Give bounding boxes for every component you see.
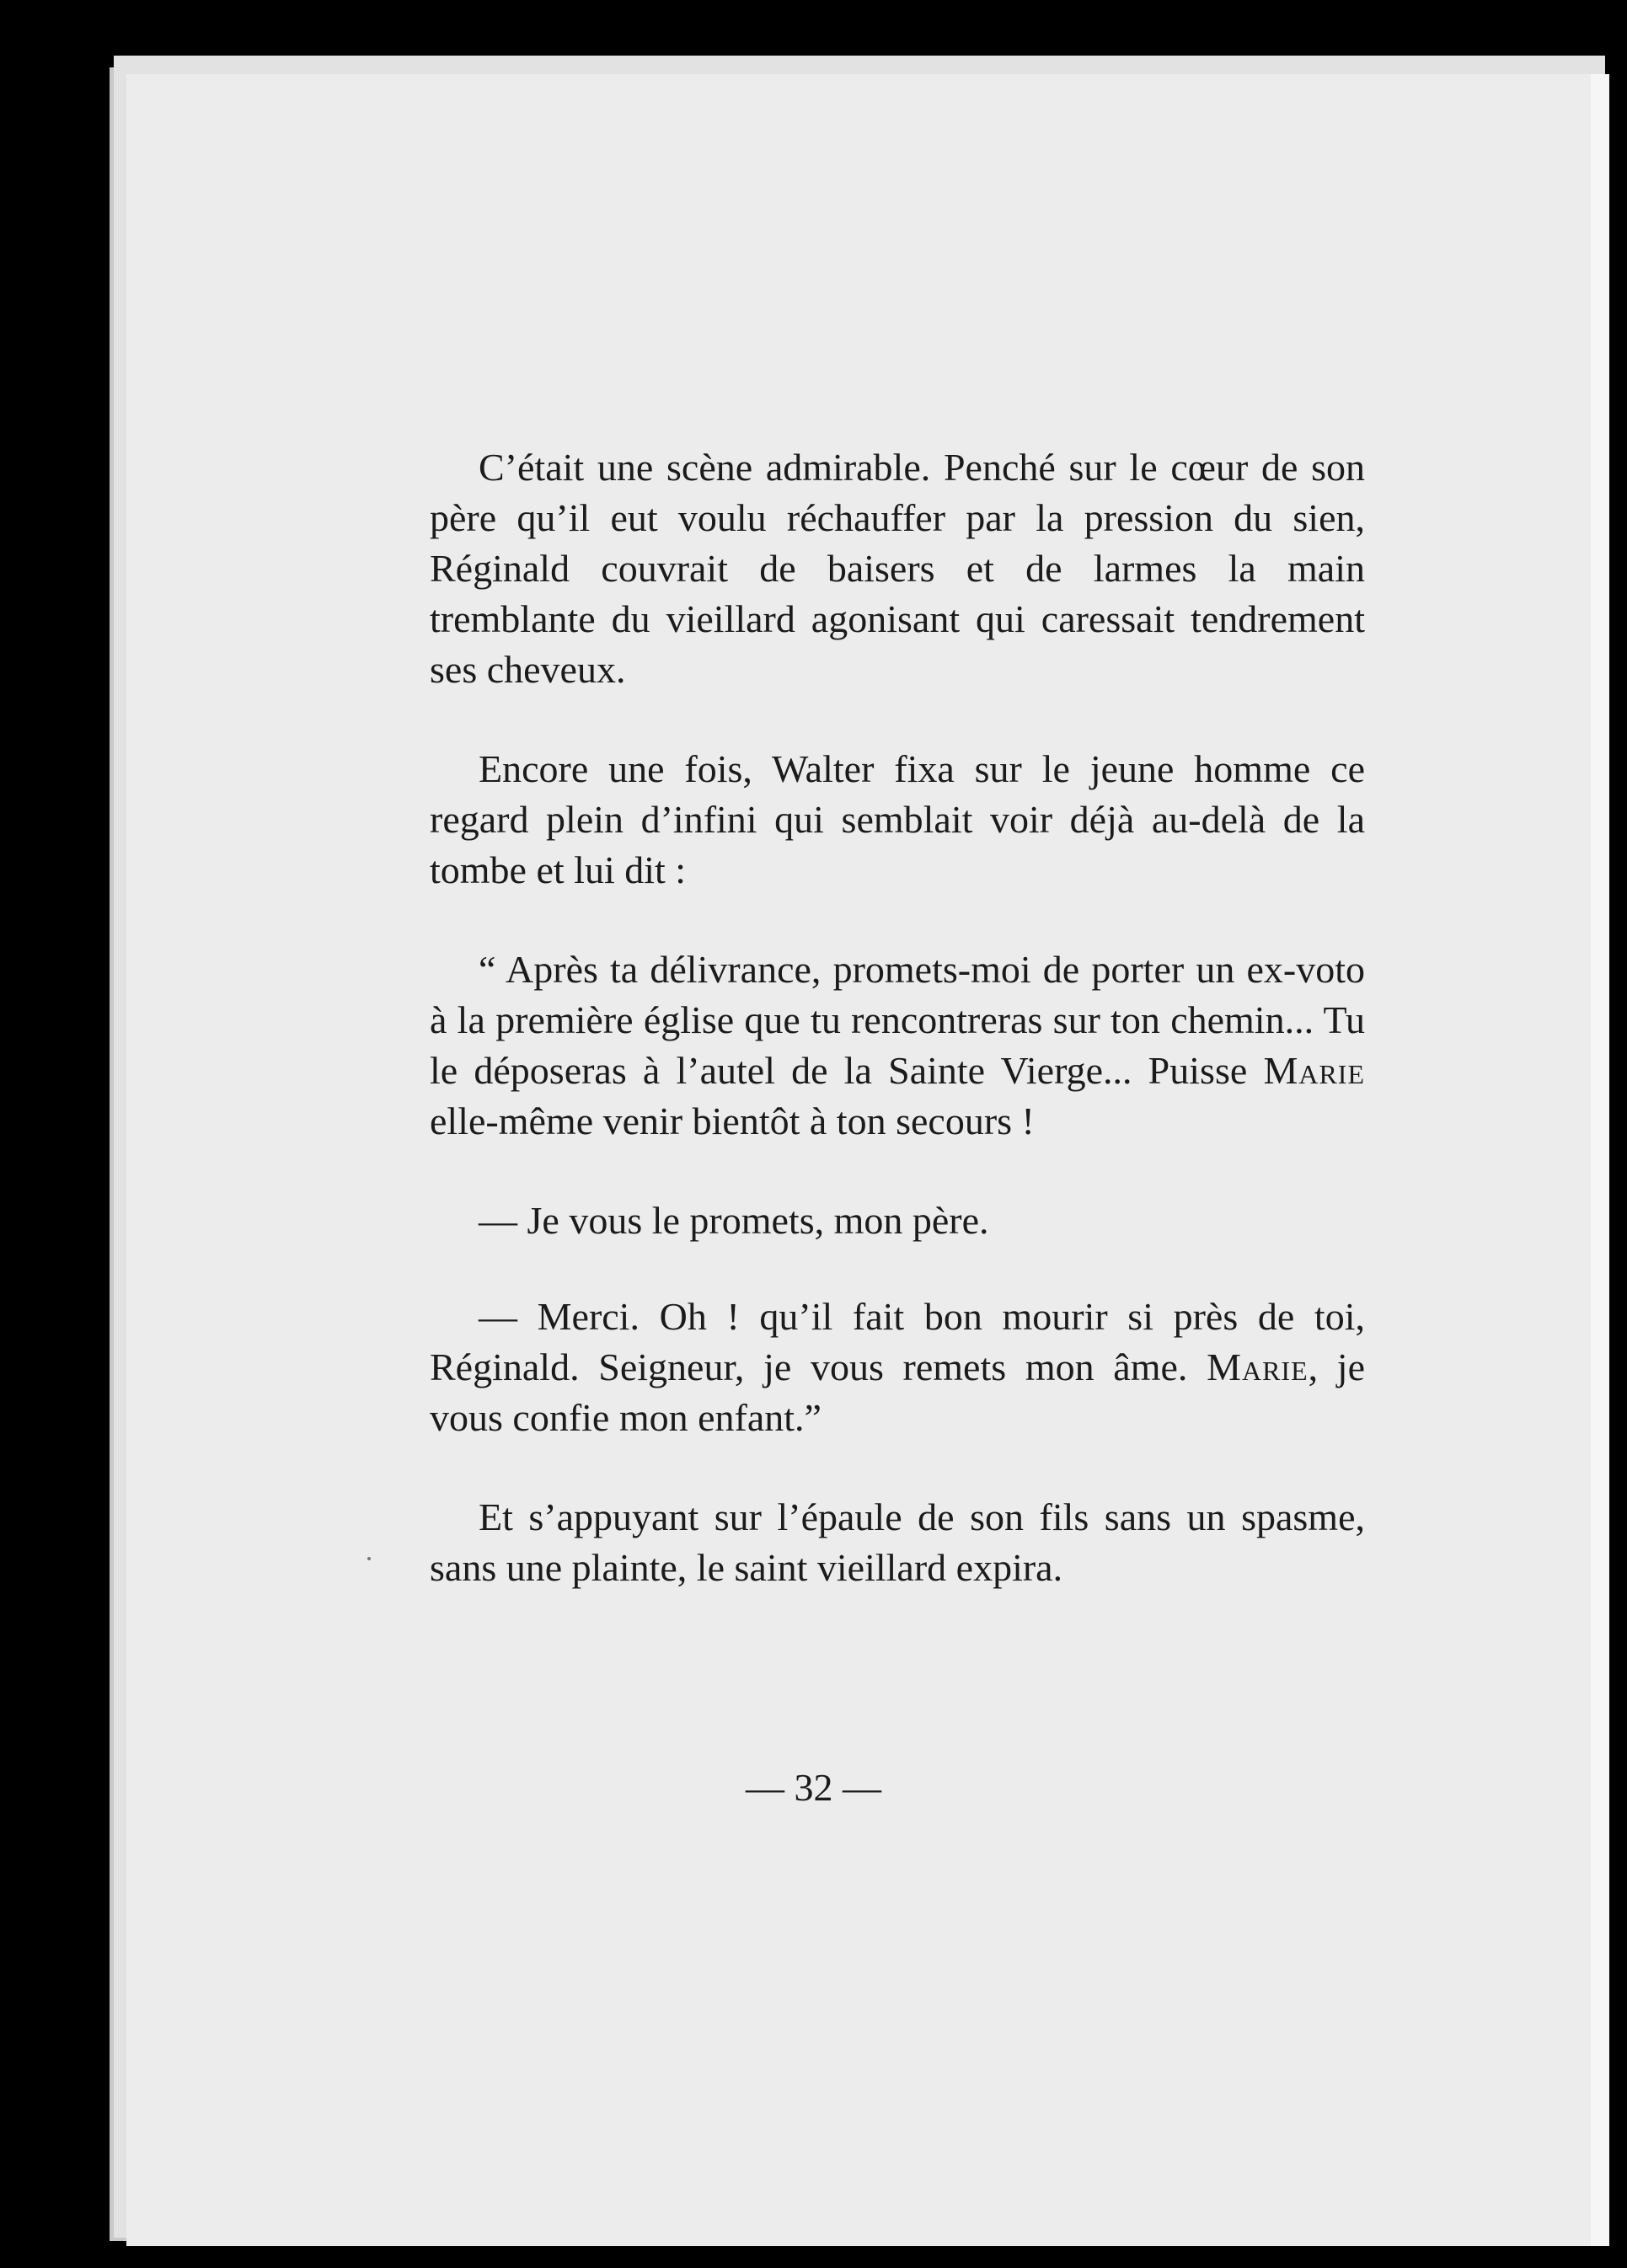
paragraph-3-text-after: elle-même venir bientôt à ton secours ! — [430, 1099, 1035, 1142]
page-body — [430, 442, 1365, 1593]
name-marie: Marie — [1207, 1345, 1309, 1388]
paragraph-4: — Je vous le promets, mon père. — [479, 1199, 989, 1242]
paragraph-3-text-before: “ Après ta délivrance, promets-moi de porter un ex-voto à la première église que tu rencontreras sur ton chemin... Tu le déposeras à l’autel de la Sainte Vierge... Puisse — [430, 948, 1365, 1092]
paragraph-5-text-before: — Merci. Oh ! qu’il fait bon mourir si près de toi, Réginald. Seigneur, je vous remets mon âme. — [430, 1295, 1365, 1388]
paragraph-3 — [430, 944, 1365, 1147]
paragraph-6: Et s’appuyant sur l’épaule de son fils sans un spasme, sans une plainte, le saint vieillard expira. — [430, 1495, 1365, 1589]
paragraph-2: Encore une fois, Walter fixa sur le jeune homme ce regard plein d’infini qui semblait voir déjà au-delà de la tombe et lui dit : — [430, 747, 1365, 891]
paragraph-1: C’était une scène admirable. Penché sur le cœur de son père qu’il eut voulu réchauffer par la pression du sien, Réginald couvrait de baisers et de larmes la main tremblante du vieillard agonisant qui caressait tendrement ses cheveux. — [430, 446, 1365, 691]
paragraph-5 — [430, 1292, 1365, 1443]
page-number: — 32 — — [746, 1766, 881, 1809]
paragraph-5-text-after: , je vous confie mon enfant.” — [430, 1345, 1365, 1439]
name-marie: Marie — [1263, 1049, 1365, 1092]
paper-speck — [367, 1557, 371, 1560]
